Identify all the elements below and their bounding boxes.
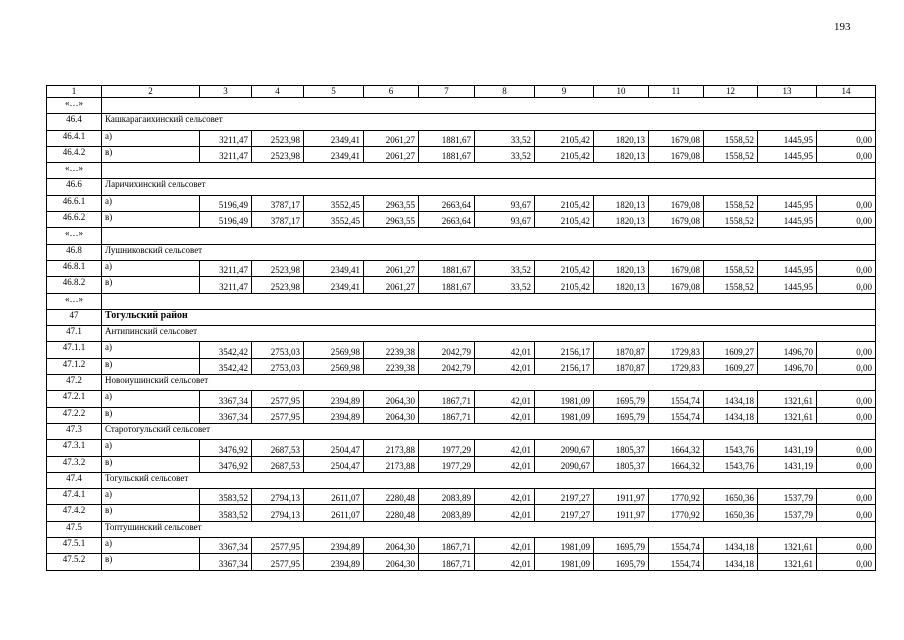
value-cell: 1434,18 [704,391,758,407]
value-cell: 2042,79 [419,342,475,358]
value-cell: 1664,32 [649,456,704,472]
row-code: 46.4 [47,114,102,130]
value-cell: 1805,37 [594,440,649,456]
value-cell: 0,00 [817,538,876,554]
section-row [47,179,876,195]
settlement-name: Лушниковский сельсовет [102,244,876,260]
value-cell: 1543,76 [704,456,758,472]
row-code: 47.4 [47,472,102,488]
value-cell: 33,52 [475,146,535,162]
value-cell: 2090,67 [535,456,594,472]
value-cell: 1695,79 [594,391,649,407]
value-cell: 0,00 [817,456,876,472]
value-cell: 42,01 [475,456,535,472]
value-cell: 1805,37 [594,456,649,472]
row-code: «…» [47,163,102,179]
value-cell: 1729,83 [649,342,704,358]
value-cell: 1431,19 [758,456,817,472]
value-cell: 3787,17 [252,195,304,211]
settlement-name: Старотогульский сельсовет [102,423,876,439]
row-code: 47.3 [47,423,102,439]
value-cell: 1434,18 [704,538,758,554]
table-row [47,358,876,374]
value-cell: 1820,13 [594,277,649,293]
column-number-10: 10 [594,86,649,98]
value-cell: 93,67 [475,195,535,211]
value-cell: 42,01 [475,440,535,456]
row-label: а) [102,440,200,456]
column-number-13: 13 [758,86,817,98]
section-row [47,423,876,439]
table-row [47,130,876,146]
row-code: 46.8.2 [47,277,102,293]
value-cell: 0,00 [817,407,876,423]
value-cell: 1554,74 [649,554,704,570]
value-cell: 1981,09 [535,391,594,407]
value-cell: 1321,61 [758,407,817,423]
column-number-12: 12 [704,86,758,98]
value-cell: 33,52 [475,277,535,293]
value-cell: 1445,95 [758,146,817,162]
row-code: 47.4.2 [47,505,102,521]
value-cell: 2061,27 [364,260,419,276]
value-cell: 2280,48 [364,489,419,505]
column-number-2: 2 [102,86,200,98]
row-code: 46.4.1 [47,130,102,146]
table-body [47,98,876,571]
empty-cell [102,163,876,179]
ellipsis-row [47,293,876,309]
row-code: 47.5.2 [47,554,102,570]
value-cell: 2963,55 [364,212,419,228]
value-cell: 2064,30 [364,391,419,407]
empty-cell [102,228,876,244]
value-cell: 93,67 [475,212,535,228]
table-row [47,505,876,521]
column-number-row [47,86,876,98]
value-cell: 1496,70 [758,358,817,374]
value-cell: 1445,95 [758,195,817,211]
value-cell: 1867,71 [419,554,475,570]
row-code: «…» [47,98,102,114]
ellipsis-row [47,98,876,114]
value-cell: 2042,79 [419,358,475,374]
value-cell: 42,01 [475,342,535,358]
value-cell: 0,00 [817,358,876,374]
row-code: 46.4.2 [47,146,102,162]
value-cell: 1558,52 [704,260,758,276]
value-cell: 2105,42 [535,130,594,146]
section-row [47,326,876,342]
value-cell: 1609,27 [704,342,758,358]
value-cell: 2061,27 [364,130,419,146]
value-cell: 2349,41 [304,130,364,146]
value-cell: 2394,89 [304,538,364,554]
value-cell: 1554,74 [649,391,704,407]
value-cell: 2105,42 [535,260,594,276]
value-cell: 1870,87 [594,358,649,374]
value-cell: 2064,30 [364,538,419,554]
column-number-6: 6 [364,86,419,98]
column-number-7: 7 [419,86,475,98]
value-cell: 1867,71 [419,407,475,423]
value-cell: 2687,53 [252,440,304,456]
value-cell: 1867,71 [419,391,475,407]
row-label: в) [102,212,200,228]
value-cell: 2105,42 [535,277,594,293]
value-cell: 2577,95 [252,407,304,423]
value-cell: 1679,08 [649,212,704,228]
value-cell: 2197,27 [535,505,594,521]
value-cell: 2504,47 [304,456,364,472]
value-cell: 1981,09 [535,538,594,554]
value-cell: 1977,29 [419,456,475,472]
value-cell: 2349,41 [304,277,364,293]
value-cell: 3542,42 [200,358,252,374]
value-cell: 1770,92 [649,489,704,505]
row-code: 47 [47,309,102,325]
value-cell: 1881,67 [419,277,475,293]
row-code: 47.1.1 [47,342,102,358]
value-cell: 0,00 [817,391,876,407]
value-cell: 2569,98 [304,342,364,358]
value-cell: 3211,47 [200,146,252,162]
value-cell: 1558,52 [704,130,758,146]
page-number: 193 [834,21,851,33]
value-cell: 2611,07 [304,505,364,521]
table-row [47,391,876,407]
column-number-4: 4 [252,86,304,98]
row-label: а) [102,391,200,407]
value-cell: 3787,17 [252,212,304,228]
row-code: 47.2 [47,375,102,391]
value-cell: 3211,47 [200,130,252,146]
value-cell: 1650,36 [704,505,758,521]
table-row [47,440,876,456]
value-cell: 3367,34 [200,554,252,570]
row-label: в) [102,456,200,472]
value-cell: 1554,74 [649,407,704,423]
value-cell: 2083,89 [419,505,475,521]
row-label: а) [102,538,200,554]
row-code: 47.1 [47,326,102,342]
table-row [47,456,876,472]
value-cell: 1881,67 [419,260,475,276]
row-code: 47.2.2 [47,407,102,423]
empty-cell [102,293,876,309]
value-cell: 42,01 [475,554,535,570]
value-cell: 2239,38 [364,358,419,374]
value-cell: 42,01 [475,505,535,521]
value-cell: 1977,29 [419,440,475,456]
row-code: 47.1.2 [47,358,102,374]
value-cell: 1445,95 [758,277,817,293]
value-cell: 2064,30 [364,407,419,423]
value-cell: 1543,76 [704,440,758,456]
tariff-table [46,85,876,571]
value-cell: 1445,95 [758,212,817,228]
row-code: 46.8.1 [47,260,102,276]
table-row [47,195,876,211]
value-cell: 1558,52 [704,146,758,162]
value-cell: 2569,98 [304,358,364,374]
value-cell: 3583,52 [200,505,252,521]
table-row [47,489,876,505]
value-cell: 2523,98 [252,146,304,162]
value-cell: 2349,41 [304,260,364,276]
row-code: «…» [47,293,102,309]
value-cell: 1537,79 [758,489,817,505]
value-cell: 2394,89 [304,554,364,570]
value-cell: 2061,27 [364,146,419,162]
value-cell: 42,01 [475,391,535,407]
row-label: в) [102,358,200,374]
value-cell: 2394,89 [304,391,364,407]
value-cell: 2156,17 [535,342,594,358]
value-cell: 1445,95 [758,260,817,276]
value-cell: 0,00 [817,489,876,505]
value-cell: 1554,74 [649,538,704,554]
row-label: в) [102,505,200,521]
table-row [47,538,876,554]
value-cell: 3211,47 [200,260,252,276]
value-cell: 3367,34 [200,538,252,554]
value-cell: 1679,08 [649,195,704,211]
column-number-11: 11 [649,86,704,98]
value-cell: 0,00 [817,505,876,521]
value-cell: 2523,98 [252,260,304,276]
table-row [47,146,876,162]
section-row [47,521,876,537]
value-cell: 0,00 [817,440,876,456]
value-cell: 1820,13 [594,195,649,211]
value-cell: 2963,55 [364,195,419,211]
section-row [47,244,876,260]
row-code: 46.6.2 [47,212,102,228]
value-cell: 1695,79 [594,407,649,423]
value-cell: 3367,34 [200,407,252,423]
district-name: Тогульский район [102,309,876,325]
section-row [47,375,876,391]
settlement-name: Кашкарагаихинский сельсовет [102,114,876,130]
value-cell: 2349,41 [304,146,364,162]
value-cell: 3211,47 [200,277,252,293]
value-cell: 3583,52 [200,489,252,505]
value-cell: 1695,79 [594,554,649,570]
table-row [47,260,876,276]
column-number-1: 1 [47,86,102,98]
value-cell: 2105,42 [535,212,594,228]
value-cell: 1870,87 [594,342,649,358]
row-label: в) [102,407,200,423]
value-cell: 1679,08 [649,130,704,146]
row-code: 46.8 [47,244,102,260]
value-cell: 2687,53 [252,456,304,472]
value-cell: 3476,92 [200,456,252,472]
value-cell: 1679,08 [649,277,704,293]
table-row [47,277,876,293]
value-cell: 1820,13 [594,260,649,276]
value-cell: 42,01 [475,407,535,423]
ellipsis-row [47,163,876,179]
value-cell: 1820,13 [594,212,649,228]
value-cell: 1867,71 [419,538,475,554]
value-cell: 2105,42 [535,195,594,211]
value-cell: 3476,92 [200,440,252,456]
column-number-5: 5 [304,86,364,98]
value-cell: 1881,67 [419,130,475,146]
row-label: а) [102,130,200,146]
value-cell: 42,01 [475,538,535,554]
settlement-name: Новоиушинский сельсовет [102,375,876,391]
value-cell: 5196,49 [200,195,252,211]
column-number-3: 3 [200,86,252,98]
column-number-14: 14 [817,86,876,98]
section-row [47,472,876,488]
value-cell: 0,00 [817,130,876,146]
district-row [47,309,876,325]
value-cell: 2239,38 [364,342,419,358]
value-cell: 1981,09 [535,407,594,423]
value-cell: 3552,45 [304,195,364,211]
value-cell: 1537,79 [758,505,817,521]
row-code: 47.5 [47,521,102,537]
value-cell: 2611,07 [304,489,364,505]
table-row [47,342,876,358]
value-cell: 2090,67 [535,440,594,456]
value-cell: 2794,13 [252,489,304,505]
value-cell: 1558,52 [704,212,758,228]
value-cell: 2577,95 [252,554,304,570]
value-cell: 2105,42 [535,146,594,162]
value-cell: 1650,36 [704,489,758,505]
value-cell: 1321,61 [758,538,817,554]
empty-cell [102,98,876,114]
value-cell: 1558,52 [704,277,758,293]
value-cell: 1496,70 [758,342,817,358]
value-cell: 1820,13 [594,130,649,146]
value-cell: 3542,42 [200,342,252,358]
row-label: а) [102,489,200,505]
value-cell: 0,00 [817,146,876,162]
value-cell: 2663,64 [419,195,475,211]
value-cell: 33,52 [475,260,535,276]
value-cell: 1431,19 [758,440,817,456]
value-cell: 0,00 [817,342,876,358]
row-label: а) [102,342,200,358]
settlement-name: Топтушинский сельсовет [102,521,876,537]
value-cell: 2061,27 [364,277,419,293]
value-cell: 1729,83 [649,358,704,374]
section-row [47,114,876,130]
value-cell: 2577,95 [252,538,304,554]
value-cell: 0,00 [817,195,876,211]
table-row [47,407,876,423]
value-cell: 2394,89 [304,407,364,423]
value-cell: 2173,88 [364,440,419,456]
settlement-name: Антипинский сельсовет [102,326,876,342]
table-row [47,554,876,570]
value-cell: 42,01 [475,489,535,505]
row-label: в) [102,554,200,570]
row-code: «…» [47,228,102,244]
value-cell: 5196,49 [200,212,252,228]
row-code: 46.6.1 [47,195,102,211]
value-cell: 1679,08 [649,146,704,162]
value-cell: 1434,18 [704,407,758,423]
value-cell: 2083,89 [419,489,475,505]
column-number-9: 9 [535,86,594,98]
value-cell: 0,00 [817,260,876,276]
settlement-name: Ларичихинский сельсовет [102,179,876,195]
value-cell: 2753,03 [252,342,304,358]
value-cell: 1770,92 [649,505,704,521]
row-code: 47.3.2 [47,456,102,472]
value-cell: 2794,13 [252,505,304,521]
value-cell: 1911,97 [594,489,649,505]
value-cell: 1558,52 [704,195,758,211]
ellipsis-row [47,228,876,244]
value-cell: 2577,95 [252,391,304,407]
value-cell: 2173,88 [364,456,419,472]
column-number-8: 8 [475,86,535,98]
value-cell: 2064,30 [364,554,419,570]
settlement-name: Тогульский сельсовет [102,472,876,488]
value-cell: 1695,79 [594,538,649,554]
row-code: 47.5.1 [47,538,102,554]
value-cell: 2523,98 [252,277,304,293]
value-cell: 1820,13 [594,146,649,162]
row-code: 47.4.1 [47,489,102,505]
row-label: в) [102,146,200,162]
value-cell: 1321,61 [758,391,817,407]
value-cell: 1445,95 [758,130,817,146]
value-cell: 3367,34 [200,391,252,407]
value-cell: 1911,97 [594,505,649,521]
value-cell: 2504,47 [304,440,364,456]
value-cell: 42,01 [475,358,535,374]
value-cell: 1609,27 [704,358,758,374]
row-code: 47.2.1 [47,391,102,407]
value-cell: 0,00 [817,277,876,293]
value-cell: 2663,64 [419,212,475,228]
value-cell: 2197,27 [535,489,594,505]
value-cell: 0,00 [817,212,876,228]
value-cell: 33,52 [475,130,535,146]
value-cell: 1881,67 [419,146,475,162]
row-code: 46.6 [47,179,102,195]
row-code: 47.3.1 [47,440,102,456]
value-cell: 1981,09 [535,554,594,570]
value-cell: 1321,61 [758,554,817,570]
value-cell: 1434,18 [704,554,758,570]
value-cell: 3552,45 [304,212,364,228]
value-cell: 2280,48 [364,505,419,521]
value-cell: 2753,03 [252,358,304,374]
table-header [47,86,876,98]
value-cell: 1679,08 [649,260,704,276]
value-cell: 0,00 [817,554,876,570]
value-cell: 1664,32 [649,440,704,456]
value-cell: 2156,17 [535,358,594,374]
row-label: а) [102,195,200,211]
row-label: в) [102,277,200,293]
row-label: а) [102,260,200,276]
table-row [47,212,876,228]
value-cell: 2523,98 [252,130,304,146]
